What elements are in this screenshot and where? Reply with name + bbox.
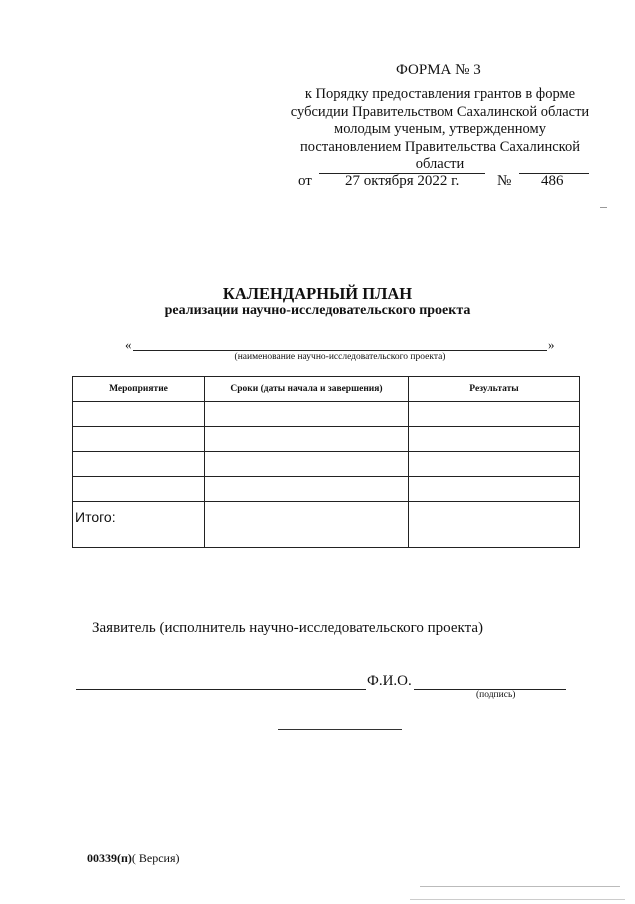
table-row [73, 452, 580, 477]
table-cell [205, 477, 409, 502]
table-cell [205, 427, 409, 452]
table-row [73, 427, 580, 452]
column-header-activity: Мероприятие [73, 377, 205, 402]
table-cell [409, 427, 580, 452]
applicant-label: Заявитель (исполнитель научно-исследовательского проекта) [92, 620, 483, 636]
table-row [73, 477, 580, 502]
applicant-name-line [76, 689, 366, 690]
date-number-row [297, 173, 597, 195]
table-header-row [73, 377, 580, 402]
document-code-version: ( Версия) [131, 851, 180, 865]
project-name-line [133, 350, 547, 351]
open-quote: « [125, 337, 132, 352]
document-code [87, 851, 180, 866]
table-cell [73, 452, 205, 477]
column-header-results: Результаты [409, 377, 580, 402]
table-total-row [73, 502, 580, 548]
document-subtitle: реализации научно-исследовательского проекта [164, 303, 471, 318]
date-prefix: от [298, 173, 312, 189]
table-cell [73, 402, 205, 427]
form-reference: к Порядку предоставления грантов в форме субсидии Правительством Сахалинской области молодым ученым, утвержденному постановлением Правительства Сахалинской области [290, 86, 590, 172]
close-quote: » [548, 337, 555, 352]
table-row [73, 402, 580, 427]
resolution-date: 27 октября 2022 г. [345, 173, 460, 189]
table-cell [73, 427, 205, 452]
scan-artifact [420, 886, 620, 887]
form-number: ФОРМА № 3 [396, 62, 481, 78]
fio-label: Ф.И.О. [367, 673, 412, 689]
short-underline [278, 729, 402, 730]
table-cell [73, 477, 205, 502]
table-cell [409, 502, 580, 548]
scan-artifact [410, 899, 625, 900]
table-cell [409, 452, 580, 477]
table-cell [205, 452, 409, 477]
scan-artifact [600, 207, 607, 208]
number-sign: № [497, 173, 512, 189]
calendar-plan-table [72, 376, 580, 548]
total-label: Итого: [73, 502, 205, 548]
table-cell [409, 402, 580, 427]
resolution-number: 486 [541, 173, 564, 189]
document-title: КАЛЕНДАРНЫЙ ПЛАН [222, 284, 413, 303]
project-name-caption: (наименование научно-исследовательского проекта) [234, 352, 446, 362]
column-header-dates: Сроки (даты начала и завершения) [205, 377, 409, 402]
table-cell [205, 502, 409, 548]
signature-caption: (подпись) [476, 690, 516, 700]
document-code-number: 00339(п) [87, 851, 132, 865]
table-cell [205, 402, 409, 427]
table-cell [409, 477, 580, 502]
